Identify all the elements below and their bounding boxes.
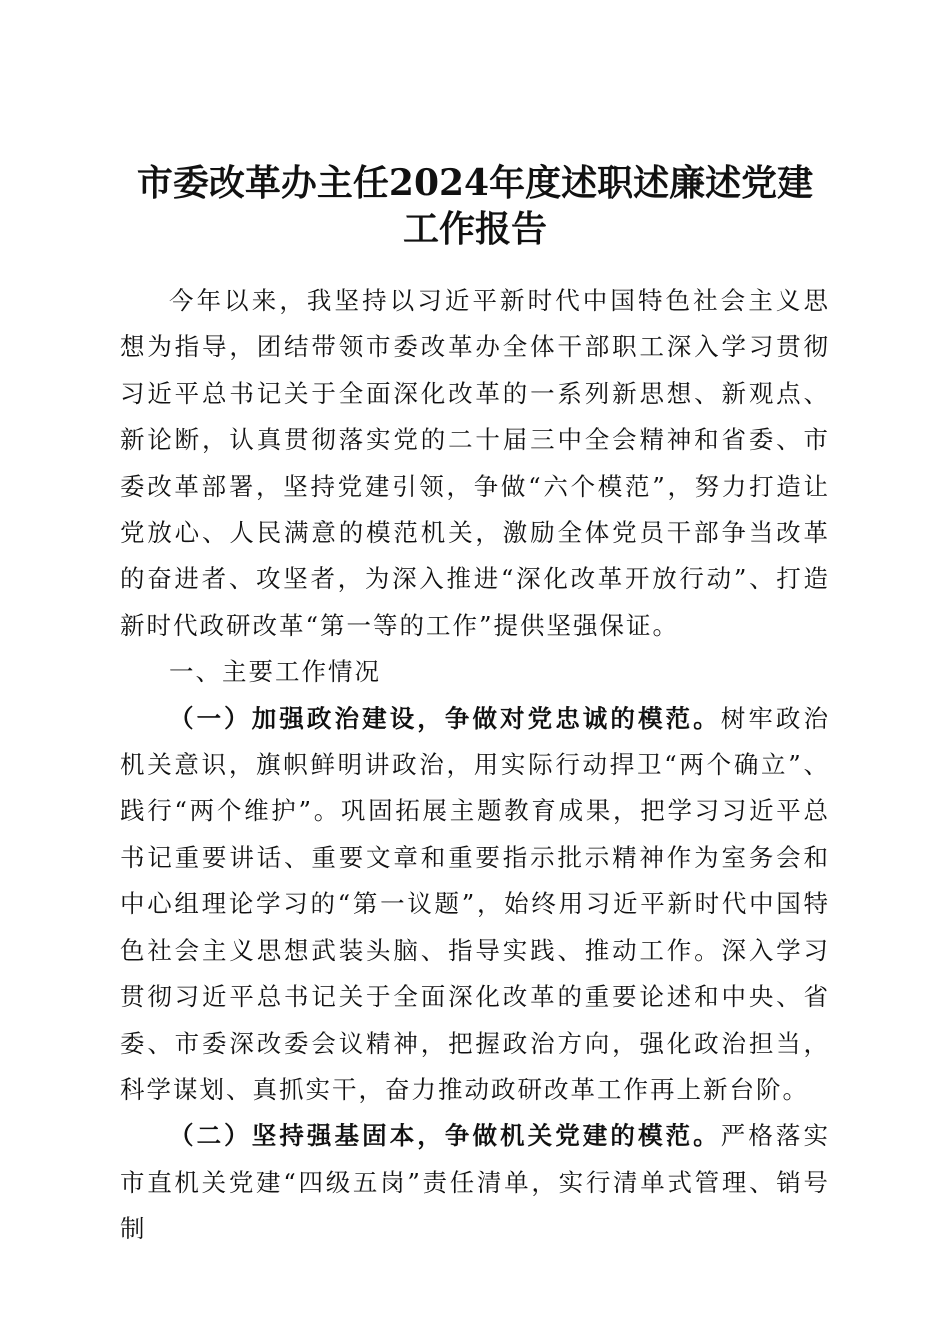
item-2-paragraph [120, 1113, 830, 1252]
item-2-text: 严格落实市直机关党建“四级五岗”责任清单，实行清单式管理、销号制 [120, 1121, 831, 1244]
document-body [120, 278, 830, 1253]
document-title: 市委改革办主任2024年度述职述廉述党建工作报告 [136, 162, 814, 251]
intro-paragraph: 今年以来，我坚持以习近平新时代中国特色社会主义思想为指导，团结带领市委改革办全体干部职工深入学习贯彻习近平总书记关于全面深化改革的一系列新思想、新观点、新论断，认真贯彻落实党的二十届三中全会精神和省委、市委改革部署，坚持党建引领，争做“六个模范”，努力打造让党放心、人民满意的模范机关，激励全体党员干部争当改革的奋进者、攻坚者，为深入推进“深化改革开放行动”、打造新时代政研改革“第一等的工作”提供坚强保证。 [120, 286, 830, 640]
item-1-paragraph [120, 696, 830, 1114]
item-2-lead: （二）坚持强基固本，争做机关党建的模范。 [169, 1121, 721, 1151]
item-1-lead: （一）加强政治建设，争做对党忠诚的模范。 [169, 703, 721, 733]
item-1-text: 树牢政治机关意识，旗帜鲜明讲政治，用实际行动捍卫“两个确立”、践行“两个维护”。巩固拓展主题教育成果，把学习习近平总书记重要讲话、重要文章和重要指示批示精神作为室务会和中心组理论学习的“第一议题”，始终用习近平新时代中国特色社会主义思想武装头脑、指导实践、推动工作。深入学习贯彻习近平总书记关于全面深化改革的重要论述和中央、省委、市委深改委会议精神，把握政治方向，强化政治担当，科学谋划、真抓实干，奋力推动政研改革工作再上新台阶。 [120, 703, 831, 1104]
section-heading-main-work: 一、主要工作情况 [169, 657, 381, 687]
